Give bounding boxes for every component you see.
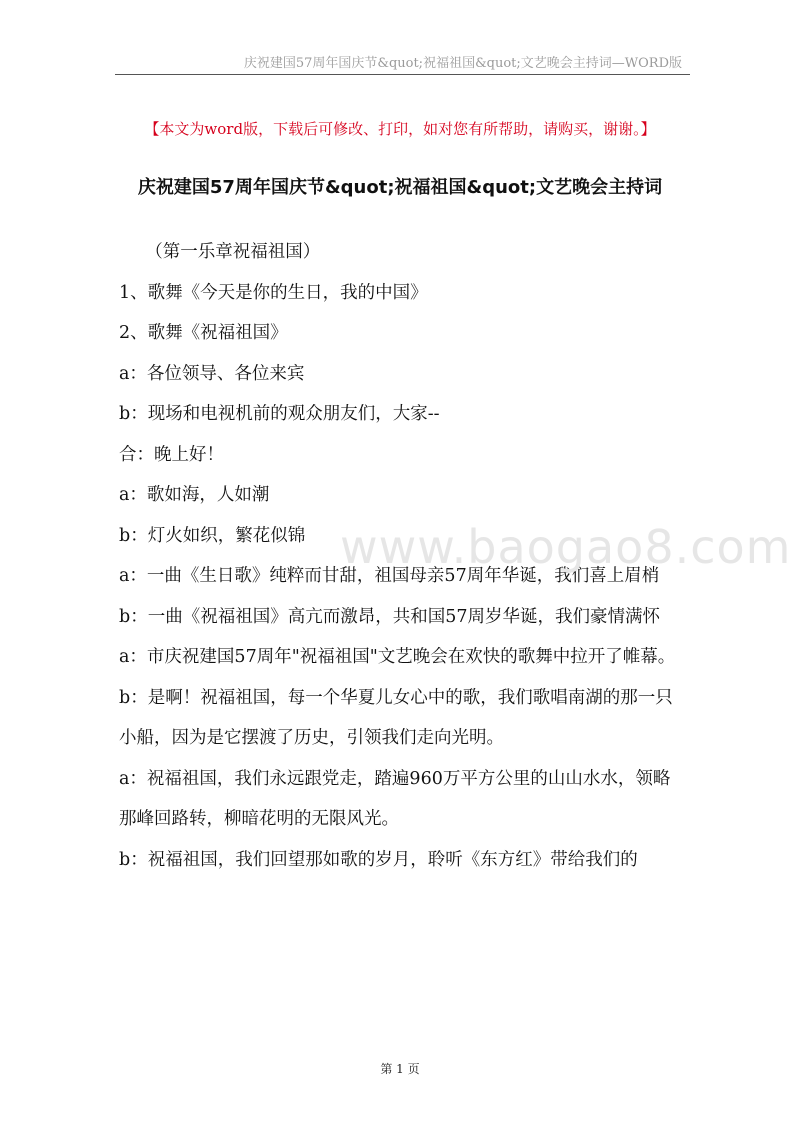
paragraph: a：祝福祖国，我们永远跟党走，踏遍960万平方公里的山山水水，领略那峰回路转，柳暗花明的无限风光。	[119, 768, 671, 829]
page-number: 第 1 页	[380, 1062, 420, 1076]
purchase-notice: 【本文为word版，下载后可修改、打印，如对您有所帮助，请购买，谢谢。】	[144, 120, 656, 138]
paragraph: a：一曲《生日歌》纯粹而甘甜，祖国母亲57周年华诞，我们喜上眉梢	[119, 566, 660, 586]
paragraph: b：祝福祖国，我们回望那如歌的岁月，聆听《东方红》带给我们的	[119, 849, 638, 870]
paragraph-section-heading: （第一乐章祝福祖国）	[119, 242, 321, 262]
document-title: 庆祝建国57周年国庆节&quot;祝福祖国&quot;文艺晚会主持词	[137, 177, 663, 198]
paragraph: 2、歌舞《祝福祖国》	[119, 323, 288, 343]
header-divider	[115, 74, 690, 75]
paragraph: 合：晚上好！	[119, 444, 224, 465]
page-header: 庆祝建国57周年国庆节&quot;祝福祖国&quot;文艺晚会主持词—WORD版	[243, 56, 682, 71]
paragraph: b：灯火如织，繁花似锦	[119, 525, 306, 546]
paragraph: a：各位领导、各位来宾	[119, 363, 305, 384]
document-body	[119, 232, 685, 880]
paragraph: 1、歌舞《今天是你的生日，我的中国》	[119, 282, 428, 303]
site-watermark: www.baogao8.com	[340, 520, 792, 574]
paragraph: b：现场和电视机前的观众朋友们，大家--	[119, 404, 440, 424]
paragraph: a：市庆祝建国57周年"祝福祖国"文艺晚会在欢快的歌舞中拉开了帷幕。	[119, 647, 676, 667]
paragraph: b：是啊！祝福祖国，每一个华夏儿女心中的歌，我们歌唱南湖的那一只小船，因为是它摆渡了历史，引领我们走向光明。	[119, 687, 673, 748]
paragraph: a：歌如海，人如潮	[119, 485, 270, 505]
paragraph: b：一曲《祝福祖国》高亢而激昂，共和国57周岁华诞，我们豪情满怀	[119, 606, 660, 627]
